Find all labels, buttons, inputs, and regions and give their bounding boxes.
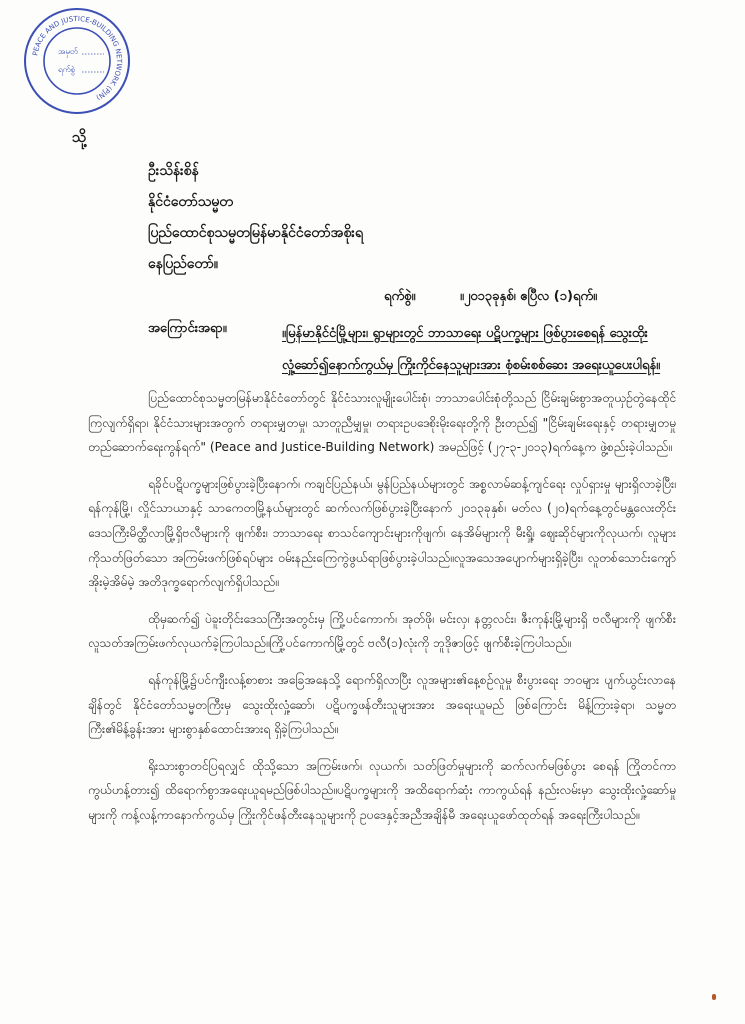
letter-body	[88, 386, 676, 840]
organization-seal	[22, 6, 132, 116]
subject-text: ။မြန်မာနိုင်ငံမြို့များ၊ ရွာများတွင် ဘာသာရေး ပဋိပက္ခများ ဖြစ်ပွားစေရန် သွေးထိုးလှုံ့ဆော်၍နောက်ကွယ်မှ ကြိုးကိုင်နေသူများအား စုံစမ်းစစ်ဆေး အရေးယူပေးပါရန်။	[282, 326, 661, 373]
subject-label: အကြောင်းအရာ။	[148, 321, 227, 336]
seal-field-number-label: အမှတ်	[58, 47, 78, 56]
seal-graphic	[22, 6, 132, 116]
addressee-name: ဦးသိန်းစိန်	[148, 163, 199, 179]
seal-field-date-label: ရက်စွဲ	[58, 65, 75, 74]
addressee-title: နိုင်ငံတော်သမ္မတ	[148, 194, 233, 210]
date-value: ။၂၀၁၃ခုနှစ်၊ ဧပြီလ (၁)ရက်။	[459, 289, 598, 304]
seal-ring-text: PEACE AND JUSTICE-BUILDING NETWORK (PJN)	[31, 14, 124, 102]
addressee-city: နေပြည်တော်။	[148, 256, 218, 272]
date-label: ရက်စွဲ။	[384, 289, 416, 304]
recipient-salutation: သို့	[72, 128, 87, 146]
addressee-government: ပြည်ထောင်စုသမ္မတမြန်မာနိုင်ငံတော်အစိုးရ	[148, 225, 363, 241]
date-line	[384, 288, 597, 307]
body-paragraph: ထိုမှဆက်၍ ပဲခူးတိုင်းဒေသကြီးအတွင်းမှ ကြို့ပင်ကောက်၊ အုတ်ဖို၊ မင်းလှ၊ နတ္တလင်း၊ ဇီးကုန်းမြို့များရှိ ဗလီများကို ဖျက်စီး လူသတ်အကြမ်းဖက်လုယက်ခဲ့ကြပါသည်။ကြို့ပင်ကောက်မြို့တွင် ဗလီ(၁)လုံးကို ဘူဒိုဇာဖြင့် ဖျက်စီးခဲ့ကြပါသည်။	[88, 611, 676, 651]
body-paragraph: ရခိုင်ပဋိပက္ခများဖြစ်ပွားခဲ့ပြီးနောက်၊ ကချင်ပြည်နယ်၊ မွန်ပြည်နယ်များတွင် အစ္စလာမ်ဆန့်ကျင်ရေး လှုပ်ရှားမှု များရှိလာခဲ့ပြီး၊ ရန်ကုန်မြို့၊ လှိုင်သာယာနှင့် သာကေတမြို့နယ်များတွင် ဆက်လက်ဖြစ်ပွားခဲ့ပြီးနောက် ၂၀၁၃ခုနှစ်၊ မတ်လ (၂၀)ရက်နေ့တွင်မန္တလေးတိုင်းဒေသကြီးမိတ္ထီလာမြို့ရှိဗလီများကို ဖျက်စီး၊ ဘာသာရေး စာသင်ကျောင်းများကိုဖျက်၊ နေအိမ်များကို မီးရှို့၊ ဈေးဆိုင်များကိုလုယက်၊ လူများကိုသတ်ဖြတ်သော အကြမ်းဖက်ဖြစ်ရပ်များ ဝမ်းနည်းကြေကွဲဖွယ်ရာဖြစ်ပွားခဲ့ပါသည်။လူအသေအပျောက်များရှိခဲ့ပြီး၊ လူတစ်သောင်းကျော် အိုးမဲ့အိမ်မဲ့ အတိဒုက္ခရောက်လျက်ရှိပါသည်။	[88, 476, 676, 590]
addressee-block	[148, 156, 363, 280]
body-paragraph: ပြည်ထောင်စုသမ္မတမြန်မာနိုင်ငံတော်တွင် နိုင်ငံသားလူမျိုးပေါင်းစုံ၊ ဘာသာပေါင်းစုံတို့သည် ငြိမ်းချမ်းစွာအတူယှဉ်တွဲနေထိုင်ကြလျက်ရှိရာ၊ နိုင်ငံသားများအတွက် တရားမျှတမှု၊ သာတူညီမျှမှု၊ တရားဥပဒေစိုးမိုးရေးတို့ကို ဦးတည်၍ "ငြိမ်းချမ်းရေးနှင့် တရားမျှတမှုတည်ဆောက်ရေးကွန်ရက်" (Peace and Justice-Building Network) အမည်ဖြင့် (၂၇-၃-၂၀၁၃)ရက်နေ့က ဖွဲ့စည်းခဲ့ပါသည်။	[88, 391, 676, 455]
body-paragraph: ရိုးသားစွာတင်ပြရလျှင် ထိုသို့သော အကြမ်းဖက်၊ လုယက်၊ သတ်ဖြတ်မှုများကို ဆက်လက်မဖြစ်ပွား စေရန် ကြိုတင်ကာကွယ်ဟန့်တား၍ ထိရောက်စွာအရေးယူရမည်ဖြစ်ပါသည်။ပဋိပက္ခများကို အထိရောက်ဆုံး ကာကွယ်ရန် နည်းလမ်းမှာ သွေးထိုးလှုံ့ဆော်မှုများကို ကန့်လန့်ကာနောက်ကွယ်မှ ကြိုးကိုင်ဖန်တီးနေသူများကို ဥပဒေနှင့်အညီအချိန်မီ အရေးယူဖော်ထုတ်ရန် အရေးကြီးပါသည်။	[88, 758, 676, 822]
body-paragraph: ရန်ကုန်မြို့၌ပင်ကျီးလန့်စာစား အခြေအနေသို့ ရောက်ရှိလာပြီး လူအများ၏နေ့စဉ်လူမှု စီးပွားရေး ဘဝများ ပျက်ယွင်းလာနေချိန်တွင် နိုင်ငံတော်သမ္မတကြီးမှ သွေးထိုးလှုံ့ဆော်၊ ပဋိပက္ခဖန်တီးသူများအား အရေးယူမည် ဖြစ်ကြောင်း မိန့်ကြားခဲ့ရာ၊ သမ္မတကြီး၏မိန့်ခွန်းအား များစွာနှစ်ထောင်းအားရ ရှိခဲ့ကြပါသည်။	[88, 672, 676, 737]
ink-mark	[712, 994, 716, 1000]
